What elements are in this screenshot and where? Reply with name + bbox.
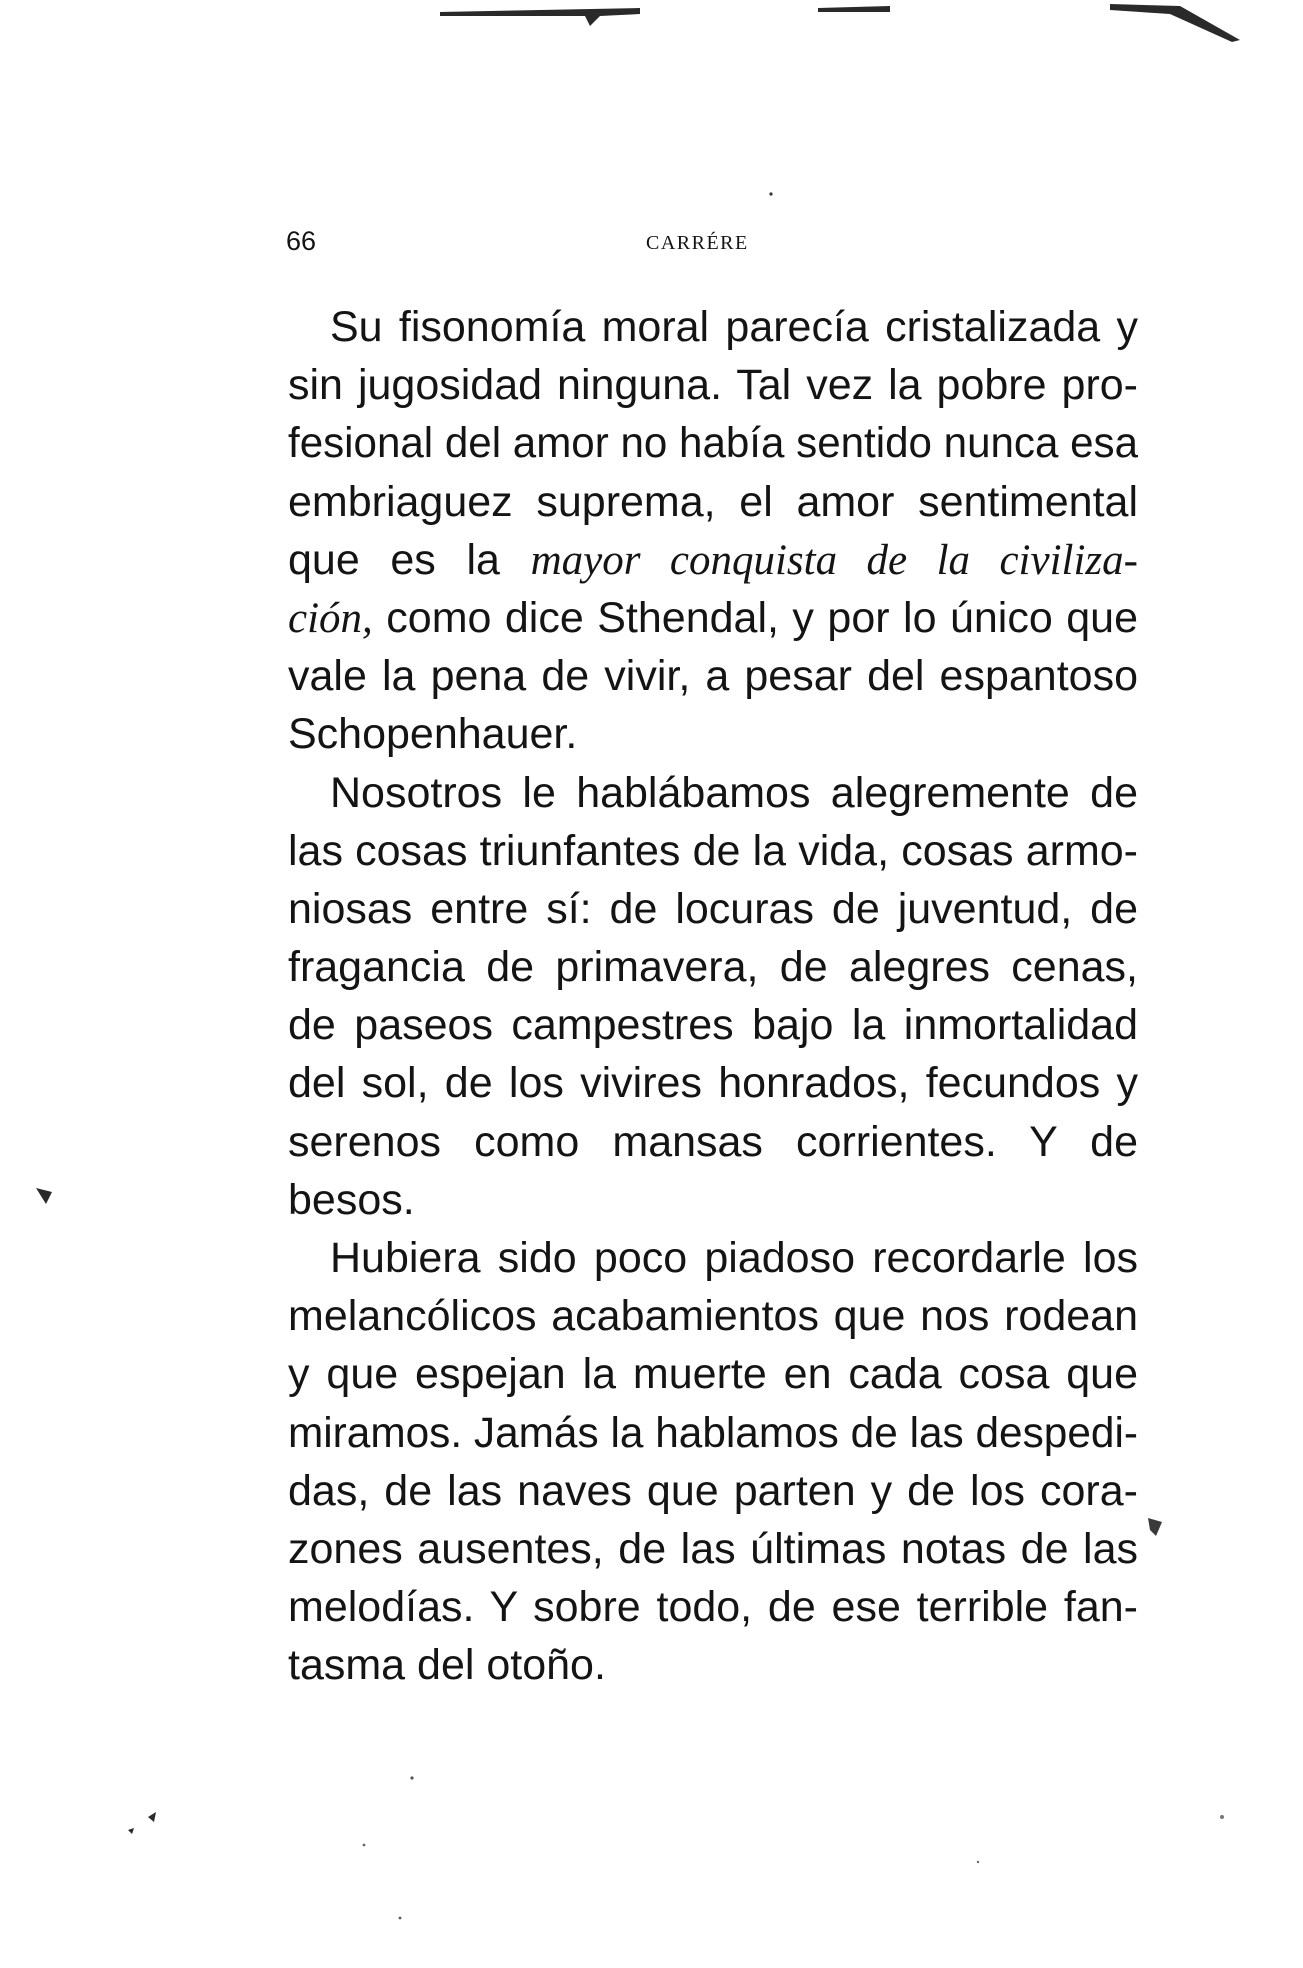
- scan-mark-top-center: [818, 6, 890, 12]
- text-line: fragancia de primavera, de alegres cenas,: [288, 943, 1138, 992]
- text-line: del sol, de los vivires honrados, fecundos y: [288, 1059, 1138, 1108]
- text-line: las cosas triunfantes de la vida, cosas armo-: [288, 826, 1138, 875]
- scan-mark-bottom-left: [128, 1812, 156, 1834]
- scan-mark-left: [36, 1188, 52, 1204]
- text-line: vale la pena de vivir, a pesar del espantoso: [288, 652, 1138, 701]
- scan-mark-top-left: [440, 8, 640, 26]
- scan-dot-4: [363, 1844, 366, 1847]
- text-line: Schopenhauer.: [288, 710, 578, 759]
- text-line: [288, 589, 1138, 647]
- text-line: y que espejan la muerte en cada cosa que: [288, 1350, 1138, 1399]
- text-run: que es la: [288, 535, 531, 584]
- text-line: sin jugosidad ninguna. Tal vez la pobre pro-: [288, 361, 1138, 410]
- text-line: miramos. Jamás la hablamos de las despedi-: [288, 1408, 1138, 1457]
- text-line: melodías. Y sobre todo, de ese terrible fan-: [288, 1583, 1138, 1632]
- text-line: serenos como mansas corrientes. Y de: [288, 1117, 1138, 1166]
- text-line: Hubiera sido poco piadoso recordarle los: [330, 1234, 1138, 1282]
- paragraph-1: [288, 298, 1138, 764]
- scan-dot-3: [1220, 1815, 1224, 1819]
- text-line: Nosotros le hablábamos alegremente de: [330, 768, 1138, 817]
- scan-dot-5: [399, 1917, 402, 1920]
- scan-mark-top-right: [1110, 4, 1240, 42]
- running-head: [286, 228, 776, 264]
- italic-run: mayor conquista de la civiliza-: [530, 536, 1138, 584]
- text-line: niosas entre sí: de locuras de juventud, de: [288, 884, 1138, 933]
- text-line: Su fisonomía moral parecía cristalizada y: [330, 303, 1138, 351]
- text-line: tasma del otoño.: [288, 1641, 606, 1690]
- body-text: [288, 298, 1138, 1695]
- text-line: das, de las naves que parten y de los cora-: [288, 1466, 1138, 1515]
- text-line: de paseos campestres bajo la inmortalidad: [288, 1001, 1138, 1050]
- scan-dot-2: [410, 1776, 413, 1779]
- page-number: 66: [286, 226, 317, 256]
- text-line: fesional del amor no había sentido nunca esa: [288, 419, 1139, 468]
- text-line: embriaguez suprema, el amor sentimental: [288, 477, 1138, 526]
- running-title: CARRÉRE: [646, 232, 749, 254]
- italic-run: ción,: [288, 594, 373, 642]
- scan-dot-1: [769, 192, 772, 195]
- scan-mark-right: [1148, 1518, 1162, 1536]
- text-run: como dice Sthendal, y por lo único que: [372, 593, 1138, 642]
- paragraph-3: [288, 1229, 1138, 1695]
- text-line: besos.: [288, 1175, 415, 1224]
- paragraph-2: [288, 764, 1138, 1230]
- text-line: [288, 531, 1138, 589]
- text-line: melancólicos acabamientos que nos rodean: [288, 1292, 1138, 1341]
- text-line: zones ausentes, de las últimas notas de las: [288, 1524, 1138, 1573]
- scan-dot-6: [977, 1861, 979, 1863]
